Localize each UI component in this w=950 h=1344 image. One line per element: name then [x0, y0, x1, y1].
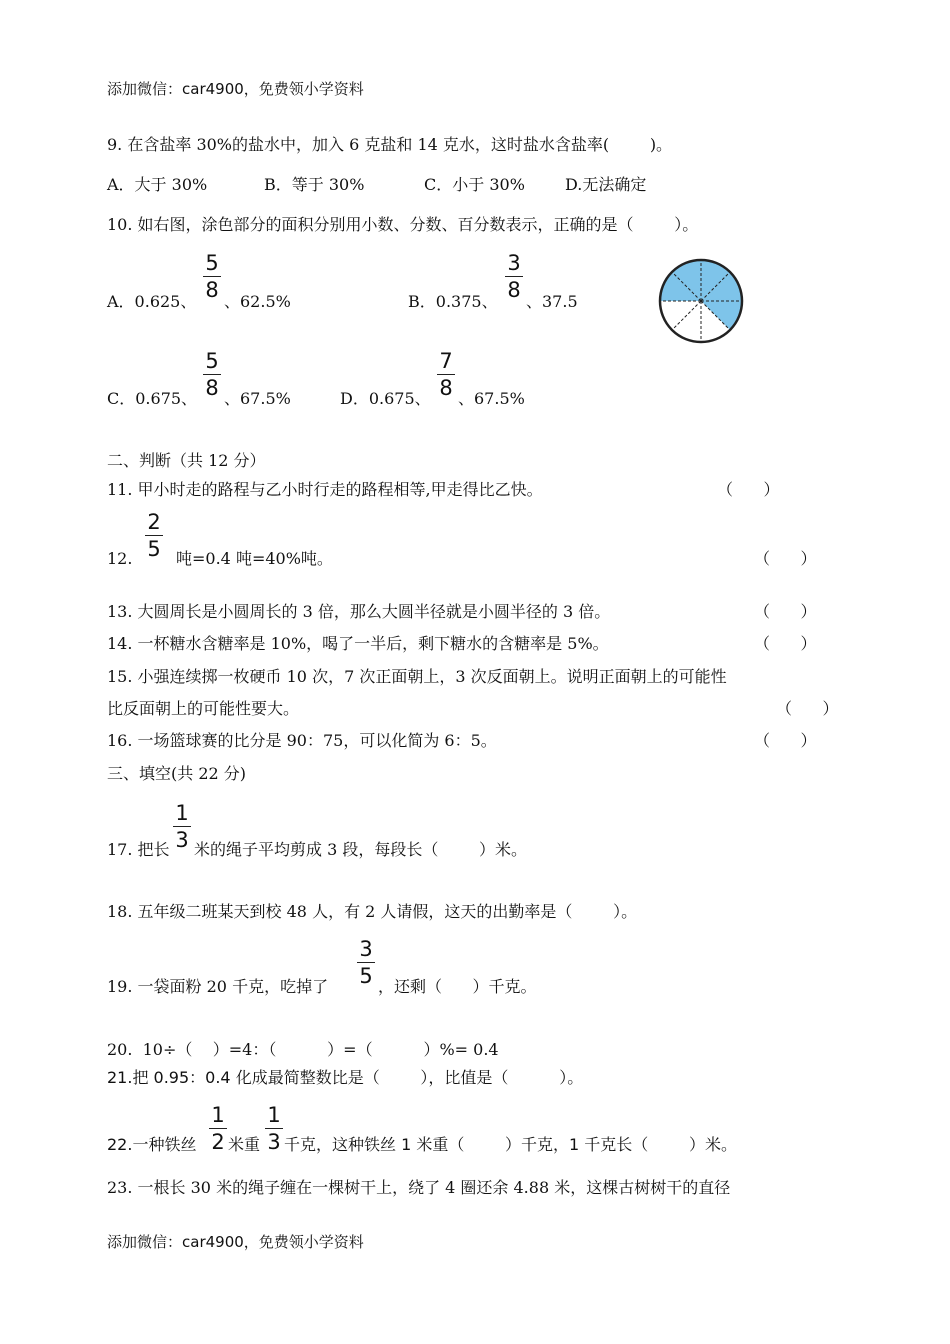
- q18-text: 18. 五年级二班某天到校 48 人，有 2 人请假，这天的出勤率是（ ）。: [107, 902, 638, 921]
- fraction-denominator: 8: [439, 376, 453, 401]
- q13-text: 13. 大圆周长是小圆周长的 3 倍，那么大圆半径就是小圆半径的 3 倍。: [107, 602, 611, 621]
- q16-text: 16. 一场篮球赛的比分是 90：75，可以化简为 6：5。: [107, 731, 497, 750]
- fraction-bar: [505, 276, 523, 277]
- q10-option-b-label: B．0.375、: [408, 292, 498, 311]
- q10-option-d-fraction: [436, 350, 456, 399]
- q14-answer-paren: （ ）: [754, 634, 817, 653]
- q12-label: 12.: [107, 549, 133, 568]
- fraction-numerator: 3: [359, 937, 373, 961]
- q13-answer-paren: （ ）: [754, 602, 817, 621]
- q10-option-d-label: D．0.675、: [340, 389, 431, 408]
- q23-text: 23. 一根长 30 米的绳子缠在一棵树干上，绕了 4 圈还余 4.88 米，这棵古树树干的直径: [107, 1178, 731, 1197]
- q22-post: 千克，这种铁丝 1 米重（ ）千克，1 千克长（ ）米。: [284, 1135, 737, 1154]
- q20-text: 20. 10÷（ ）=4：（ ）=（ ）%= 0.4: [107, 1040, 499, 1059]
- section2-title: 二、判断（共 12 分）: [107, 451, 266, 470]
- q15-answer-paren: （ ）: [776, 699, 839, 718]
- fraction-numerator: 5: [205, 251, 219, 275]
- fraction-denominator: 3: [175, 828, 189, 853]
- q19-fraction: [356, 938, 376, 987]
- fraction-denominator: 5: [147, 537, 161, 562]
- q9-stem: 9. 在含盐率 30%的盐水中，加入 6 克盐和 14 克水，这时盐水含盐率( )。: [107, 135, 673, 154]
- fraction-bar: [437, 374, 455, 375]
- q9-option-b: B．等于 30%: [264, 175, 365, 194]
- q11-answer-paren: （ ）: [717, 480, 780, 499]
- q22-mid: 米重: [228, 1135, 261, 1154]
- fraction-denominator: 3: [267, 1130, 281, 1155]
- fraction-numerator: 7: [439, 349, 453, 373]
- q10-option-a-tail: 、62.5%: [224, 292, 291, 311]
- page-header: 添加微信：car4900，免费领小学资料: [107, 80, 364, 98]
- q10-stem: 10. 如右图，涂色部分的面积分别用小数、分数、百分数表示，正确的是（ ）。: [107, 215, 699, 234]
- fraction-bar: [357, 962, 375, 963]
- q10-option-b-fraction: [504, 252, 524, 301]
- fraction-numerator: 2: [147, 510, 161, 534]
- q15-text-line1: 15. 小强连续掷一枚硬币 10 次，7 次正面朝上，3 次反面朝上。说明正面朝上的可能性: [107, 667, 727, 686]
- q10-option-d-tail: 、67.5%: [458, 389, 525, 408]
- q15-text-line2: 比反面朝上的可能性要大。: [107, 699, 300, 718]
- q12-fraction: [144, 511, 164, 560]
- q10-option-b-tail: 、37.5: [526, 292, 578, 311]
- q17-pre: 17. 把长: [107, 840, 170, 859]
- fraction-bar: [173, 826, 191, 827]
- q9-option-a: A．大于 30%: [107, 175, 208, 194]
- fraction-numerator: 1: [267, 1103, 281, 1127]
- q9-option-c: C．小于 30%: [424, 175, 525, 194]
- q19-post: ，还剩（ ）千克。: [378, 977, 537, 996]
- q10-option-c-fraction: [202, 350, 222, 399]
- fraction-denominator: 5: [359, 964, 373, 989]
- fraction-denominator: 8: [507, 278, 521, 303]
- fraction-numerator: 1: [175, 801, 189, 825]
- q10-option-c-tail: 、67.5%: [224, 389, 291, 408]
- q16-answer-paren: （ ）: [754, 731, 817, 750]
- q10-option-a-label: A．0.625、: [107, 292, 197, 311]
- q17-fraction: [172, 802, 192, 851]
- fraction-numerator: 3: [507, 251, 521, 275]
- page-footer: 添加微信：car4900，免费领小学资料: [107, 1233, 364, 1251]
- q22-fraction-2: [264, 1104, 284, 1153]
- q22-fraction-1: [208, 1104, 228, 1153]
- q22-pre: 22.一种铁丝: [107, 1135, 197, 1154]
- q17-post: 米的绳子平均剪成 3 段，每段长（ ）米。: [194, 840, 528, 859]
- q12-text: 吨=0.4 吨=40%吨。: [176, 549, 333, 568]
- fraction-bar: [145, 535, 163, 536]
- shaded-circle-figure: [656, 256, 746, 346]
- q11-text: 11. 甲小时走的路程与乙小时行走的路程相等,甲走得比乙快。: [107, 480, 543, 499]
- fraction-bar: [203, 374, 221, 375]
- fraction-bar: [203, 276, 221, 277]
- fraction-numerator: 1: [211, 1103, 225, 1127]
- q21-text: 21.把 0.95：0.4 化成最简整数比是（ ），比值是（ ）。: [107, 1068, 584, 1087]
- q9-option-d: D.无法确定: [565, 175, 647, 194]
- q12-answer-paren: （ ）: [754, 549, 817, 568]
- q14-text: 14. 一杯糖水含糖率是 10%，喝了一半后，剩下糖水的含糖率是 5%。: [107, 634, 609, 653]
- fraction-denominator: 2: [211, 1130, 225, 1155]
- fraction-bar: [265, 1128, 283, 1129]
- q10-option-c-label: C．0.675、: [107, 389, 198, 408]
- fraction-bar: [209, 1128, 227, 1129]
- fraction-denominator: 8: [205, 376, 219, 401]
- section3-title: 三、填空(共 22 分): [107, 764, 247, 783]
- fraction-numerator: 5: [205, 349, 219, 373]
- q19-pre: 19. 一袋面粉 20 千克，吃掉了: [107, 977, 329, 996]
- fraction-denominator: 8: [205, 278, 219, 303]
- q10-option-a-fraction: [202, 252, 222, 301]
